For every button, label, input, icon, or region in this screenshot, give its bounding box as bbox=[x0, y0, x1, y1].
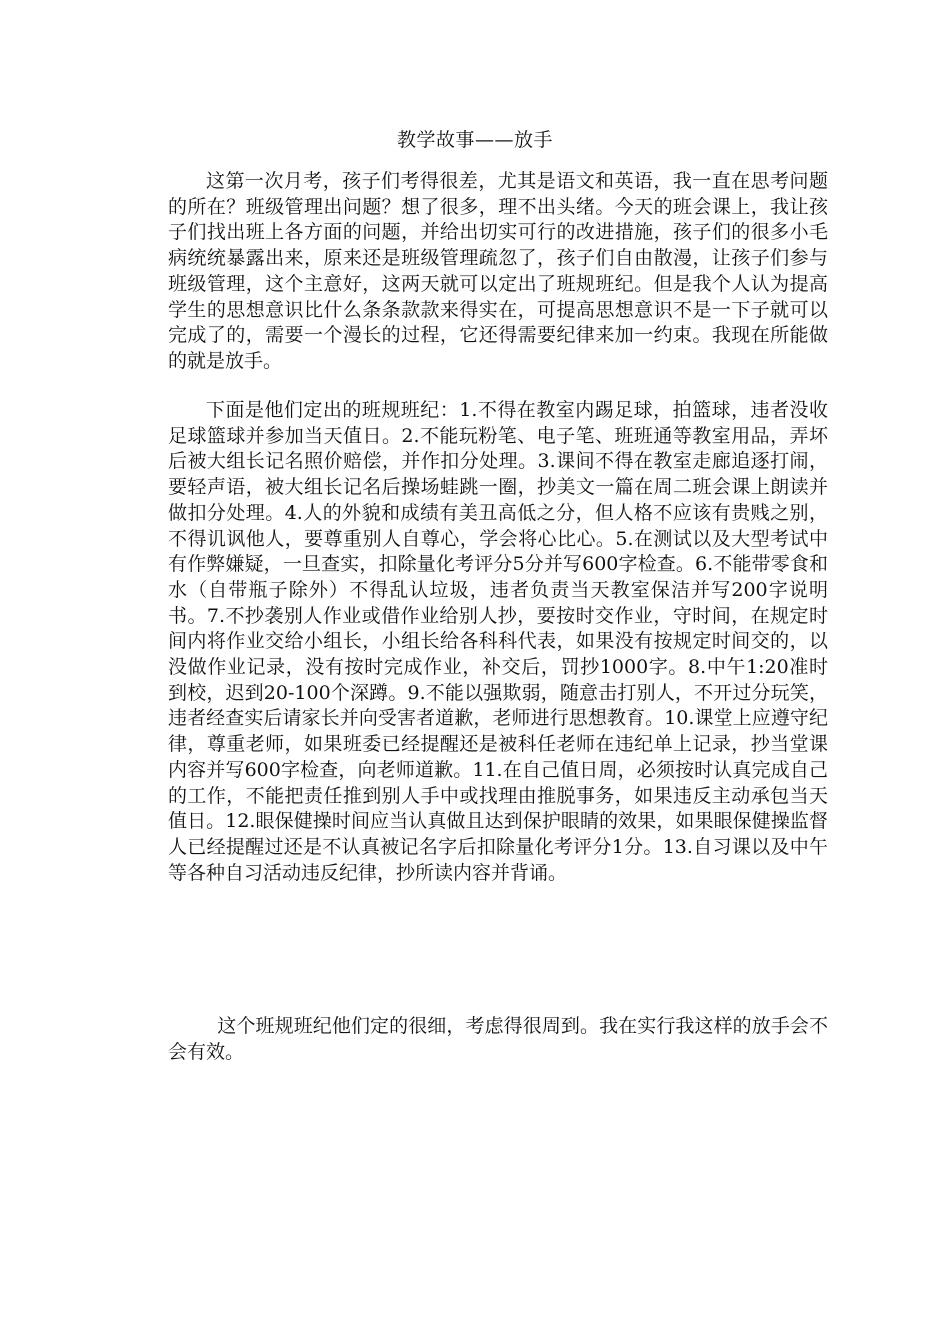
paragraph-class-rules: 下面是他们定出的班规班纪：1.不得在教室内踢足球，拍篮球，违者没收足球篮球并参加当天值日。2.不能玩粉笔、电子笔、班班通等教室用品，弄坏后被大组长记名照价赔偿，并作扣分处理。3.课间不得在教室走廊追逐打闹，要轻声语，被大组长记名后操场蛙跳一圈，抄美文一篇在周二班会课上朗读并做扣分处理。4.人的外貌和成绩有美丑高低之分，但人格不应该有贵贱之别，不得讥讽他人，要尊重别人自尊心，学会将心比心。5.在测试以及大型考试中有作弊嫌疑，一旦查实，扣除量化考评分5分并写600字检查。6.不能带零食和水（自带瓶子除外）不得乱认垃圾，违者负责当天教室保洁并写200字说明书。7.不抄袭别人作业或借作业给别人抄，要按时交作业，守时间，在规定时间内将作业交给小组长，小组长给各科科代表，如果没有按规定时间交的，以没做作业记录，没有按时完成作业，补交后，罚抄1000字。8.中午1:20准时到校，迟到20-100个深蹲。9.不能以强欺弱，随意击打别人，不开过分玩笑，违者经查实后请家长并向受害者道歉，老师进行思想教育。10.课堂上应遵守纪律，尊重老师，如果班委已经提醒还是被科任老师在违纪单上记录，抄当堂课内容并写600字检查，向老师道歉。11.在自己值日周，必须按时认真完成自己的工作，不能把责任推到别人手中或找理由推脱事务，如果违反主动承包当天值日。12.眼保健操时间应当认真做且达到保护眼睛的效果，如果眼保健操监督人已经提醒过还是不认真被记名字后扣除量化考评分1分。13.自习课以及中午等各种自习活动违反纪律，抄所读内容并背诵。 bbox=[168, 399, 828, 884]
paragraph-conclusion: 这个班规班纪他们定的很细，考虑得很周到。我在实行我这样的放手会不会有效。 bbox=[168, 1015, 828, 1063]
document-title: 教学故事——放手 bbox=[396, 129, 553, 151]
paragraph-intro: 这第一次月考，孩子们考得很差，尤其是语文和英语，我一直在思考问题的所在？班级管理出问题？想了很多，理不出头绪。今天的班会课上，我让孩子们找出班上各方面的问题，并给出切实可行的改进措施，孩子们的很多小毛病统统暴露出来，原来还是班级管理疏忽了，孩子们自由散漫，让孩子们参与班级管理，这个主意好，这两天就可以定出了班规班纪。但是我个人认为提高学生的思想意识比什么条条款款来得实在，可提高思想意识不是一下子就可以完成了的，需要一个漫长的过程，它还得需要纪律来加一约束。我现在所能做的就是放手。 bbox=[168, 170, 828, 372]
